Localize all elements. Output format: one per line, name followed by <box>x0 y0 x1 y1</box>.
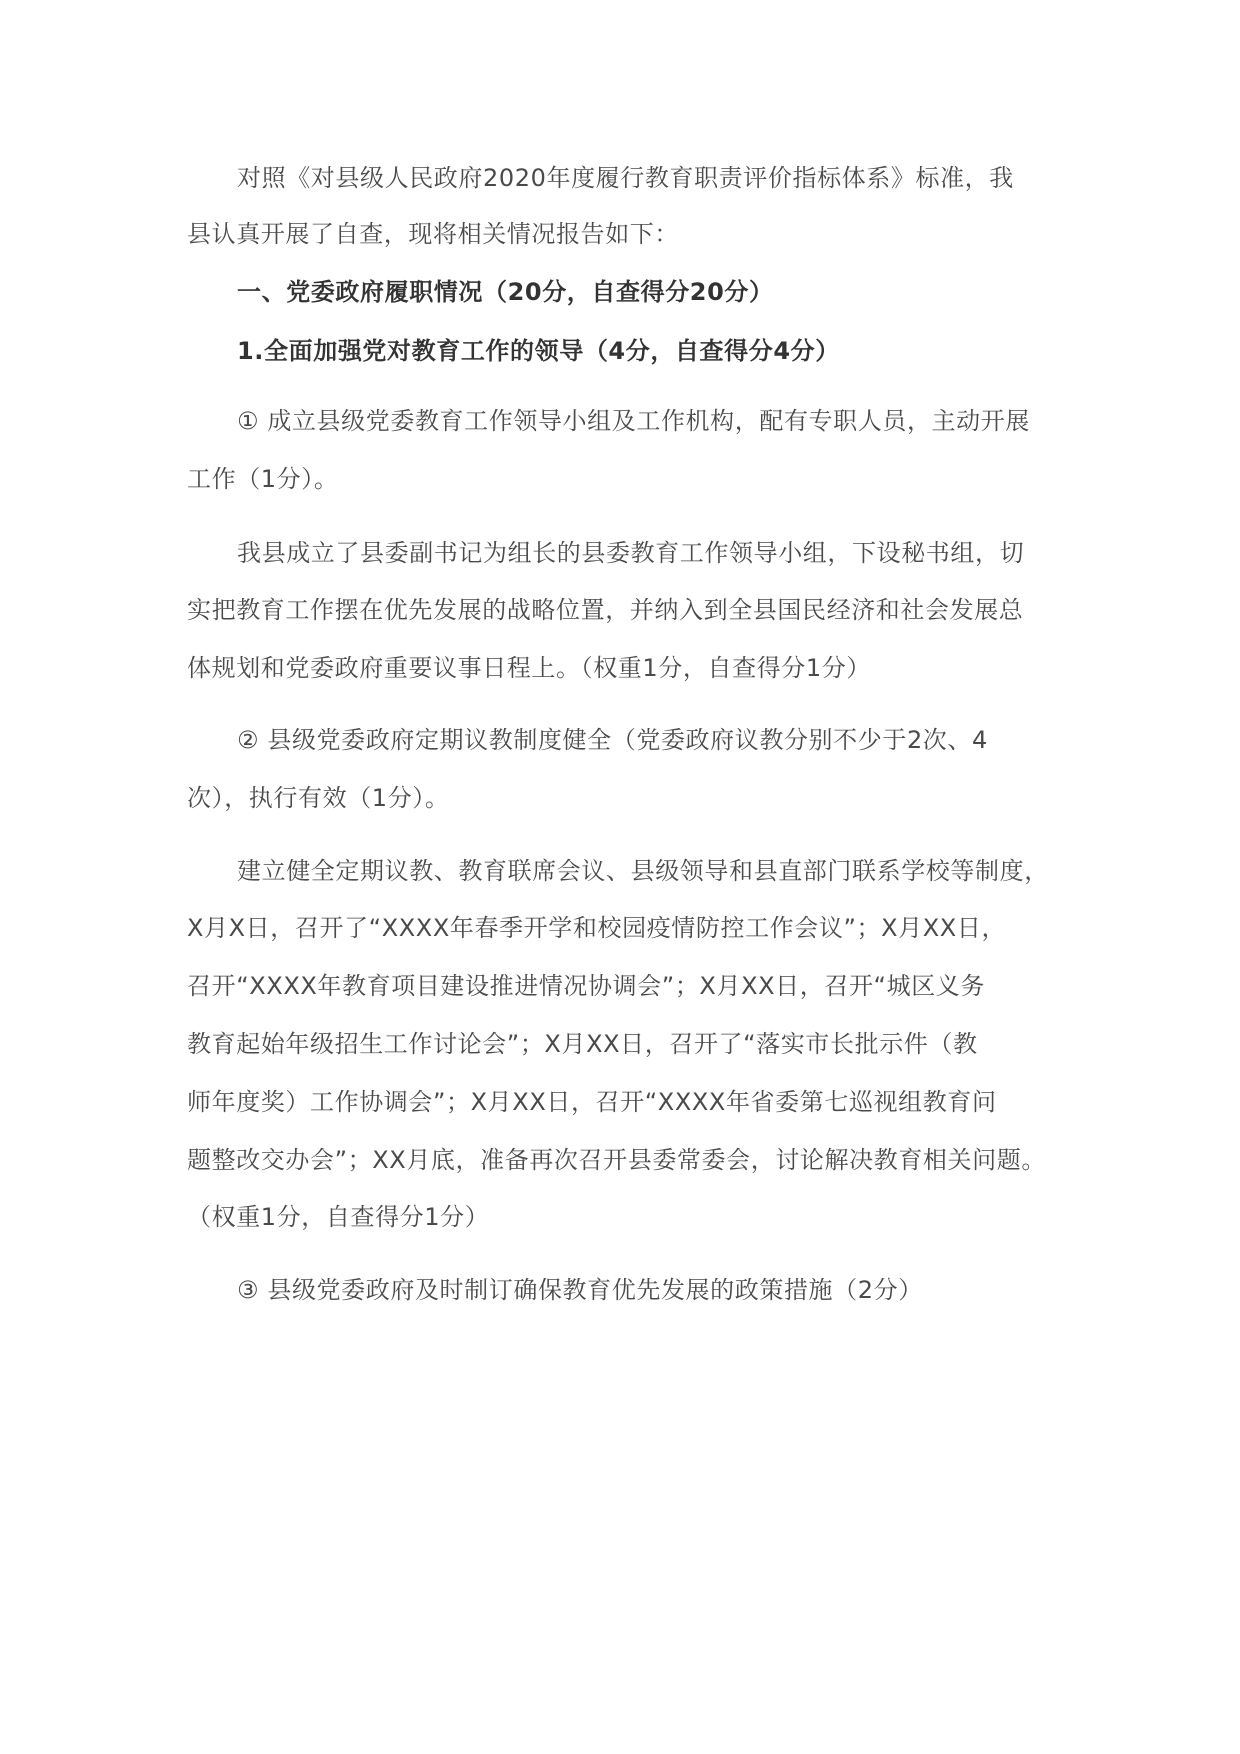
intro-line-2: 县认真开展了自查，现将相关情况报告如下： <box>187 220 679 248</box>
item-2-body-line-1: 建立健全定期议教、教育联席会议、县级领导和县直部门联系学校等制度， <box>237 857 1049 885</box>
item-1-body-line-3: 体规划和党委政府重要议事日程上。（权重1分，自查得分1分） <box>187 654 871 682</box>
item-2-body-line-6: 题整改交办会”；XX月底，准备再次召开县委常委会，讨论解决教育相关问题。 <box>187 1146 1046 1174</box>
section-heading: 一、党委政府履职情况（20分，自查得分20分） <box>237 278 774 306</box>
item-2-body-line-7: （权重1分，自查得分1分） <box>187 1203 490 1231</box>
item-2-body-line-4: 教育起始年级招生工作讨论会”；X月XX日，召开了“落实市长批示件（教 <box>187 1030 978 1058</box>
subsection-heading: 1.全面加强党对教育工作的领导（4分，自查得分4分） <box>237 337 840 365</box>
item-3-title-line-1: ③ 县级党委政府及时制订确保教育优先发展的政策措施（2分） <box>237 1276 923 1304</box>
item-1-body-line-1: 我县成立了县委副书记为组长的县委教育工作领导小组，下设秘书组，切 <box>237 539 1025 567</box>
item-2-body-line-5: 师年度奖）工作协调会”；X月XX日，召开“XXXX年省委第七巡视组教育问 <box>187 1088 997 1116</box>
item-1-title-line-2: 工作（1分）。 <box>187 465 339 493</box>
item-1-title-line-1: ① 成立县级党委教育工作领导小组及工作机构，配有专职人员，主动开展 <box>237 407 1030 435</box>
item-2-body-line-3: 召开“XXXX年教育项目建设推进情况协调会”；X月XX日，召开“城区义务 <box>187 972 985 1000</box>
item-2-body-line-2: X月X日，召开了“XXXX年春季开学和校园疫情防控工作会议”；X月XX日， <box>187 914 1007 942</box>
item-2-title-line-1: ② 县级党委政府定期议教制度健全（党委政府议教分别不少于2次、4 <box>237 726 988 754</box>
intro-line-1: 对照《对县级人民政府2020年度履行教育职责评价指标体系》标准，我 <box>237 164 1014 192</box>
item-1-body-line-2: 实把教育工作摆在优先发展的战略位置，并纳入到全县国民经济和社会发展总 <box>187 596 1024 624</box>
item-2-title-line-2: 次），执行有效（1分）。 <box>187 784 450 812</box>
